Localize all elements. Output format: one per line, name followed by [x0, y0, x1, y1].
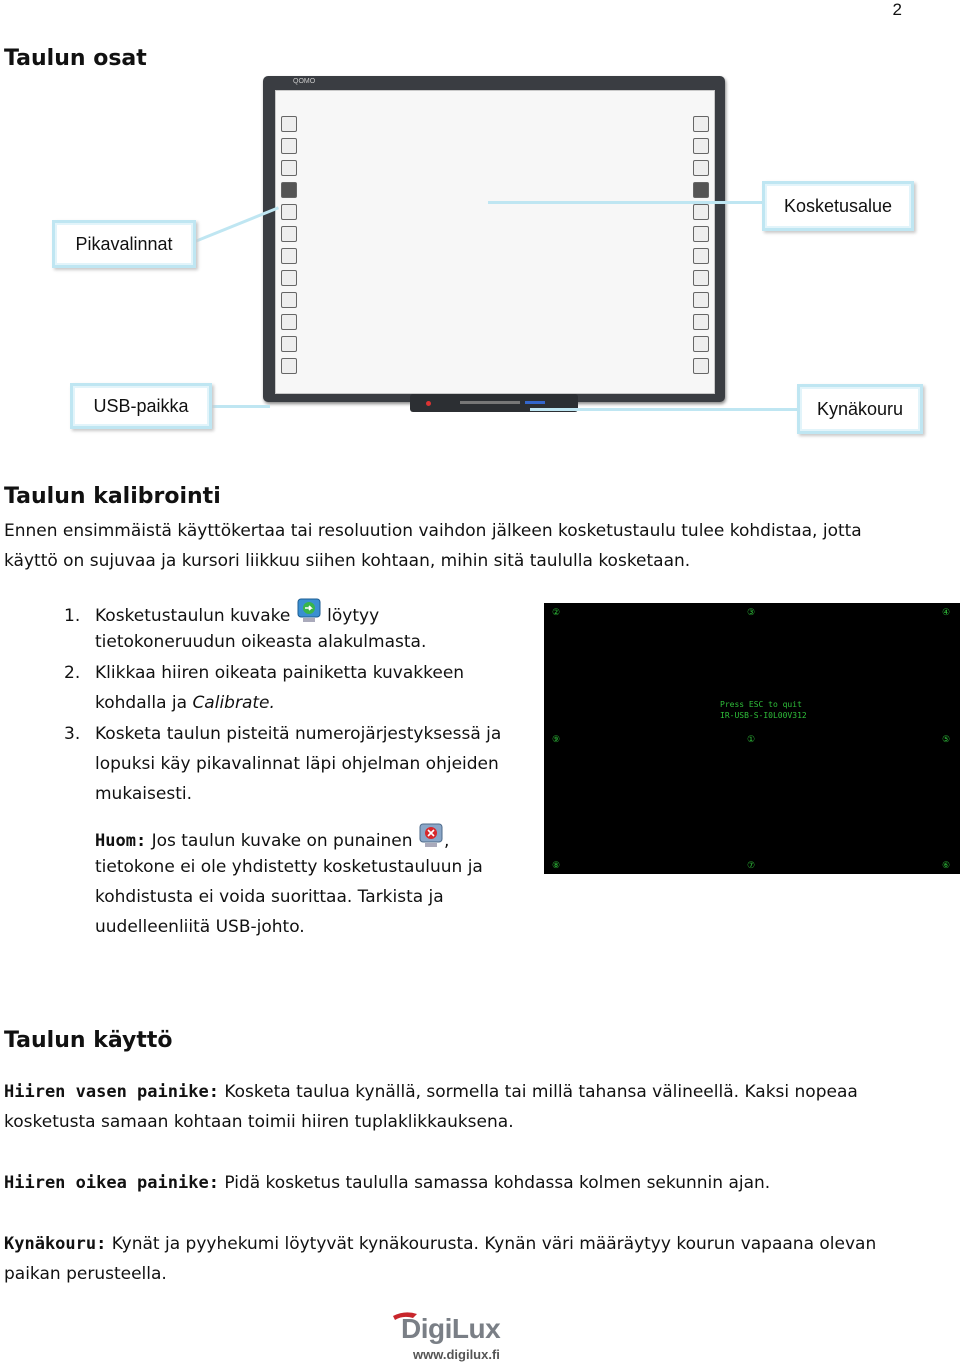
calibration-version-text: IR-USB-S-I0L00V312: [720, 711, 807, 720]
shortcut-icon: [281, 358, 297, 374]
shortcut-icon: [281, 292, 297, 308]
shortcut-icon: [281, 336, 297, 352]
calibration-step-3: [64, 719, 501, 749]
note-label: Huom:: [95, 831, 147, 851]
note-text: ,: [443, 831, 450, 851]
step-text: Klikkaa hiiren oikeata painiketta kuvakkeen: [95, 663, 465, 683]
section-title-calibration: Taulun kalibrointi: [4, 484, 221, 509]
callout-usb: USB-paikka: [70, 383, 212, 429]
calibration-point-4: ④: [942, 608, 951, 618]
shortcut-icon: [693, 226, 709, 242]
calibration-step-1: [64, 597, 379, 631]
usage-label: Hiiren oikea painike:: [4, 1173, 219, 1193]
usage-label: Kynäkouru:: [4, 1234, 107, 1254]
calibration-intro-line: Ennen ensimmäistä käyttökertaa tai resoluution vaihdon jälkeen kosketustaulu tulee kohdistaa, jotta: [4, 521, 862, 541]
step-text-line: [95, 688, 275, 718]
callout-pointer-line: [530, 408, 800, 411]
calibration-point-2: ②: [552, 608, 561, 618]
shortcut-icon: [693, 336, 709, 352]
step-text: löytyy: [327, 606, 380, 626]
usage-text: kosketusta samaan kohtaan toimii hiiren tuplaklikkauksena.: [4, 1112, 514, 1132]
shortcut-icon: [281, 138, 297, 154]
usage-right-click: [4, 1168, 904, 1198]
callout-pointer-line: [488, 201, 763, 204]
callout-pointer-line: [212, 405, 270, 408]
note-text: uudelleenliitä USB-johto.: [95, 917, 305, 937]
shortcut-icon: [281, 160, 297, 176]
calibration-esc-text: Press ESC to quit: [720, 700, 802, 709]
note-text: kohdistusta ei voida suorittaa. Tarkista ja: [95, 887, 444, 907]
section-title-usage: Taulun käyttö: [4, 1028, 173, 1053]
callout-kosketusalue: Kosketusalue: [762, 181, 914, 231]
usage-left-click: [4, 1077, 904, 1107]
calibration-point-5: ⑤: [942, 735, 951, 745]
calibration-point-6: ⑥: [942, 861, 951, 871]
step-text: Kosketustaulun kuvake: [95, 606, 291, 626]
touchboard-tray-icon: [296, 597, 322, 625]
calibrate-menu-item: Calibrate.: [192, 693, 275, 713]
note-text: tietokone ei ole yhdistetty kosketustauluun ja: [95, 857, 483, 877]
step-text: kohdalla ja: [95, 693, 188, 713]
calibration-point-7: ⑦: [747, 861, 756, 871]
section-title-parts: Taulun osat: [4, 46, 147, 71]
pen-icon: [460, 401, 520, 404]
whiteboard-brand: QOMO: [293, 78, 316, 85]
calibration-point-8: ⑧: [552, 861, 561, 871]
calibration-intro-line: käyttö on sujuvaa ja kursori liikkuu siihen kohtaan, mihin sitä taululla kosketaan.: [4, 551, 691, 571]
calibration-point-9: ⑨: [552, 735, 561, 745]
step-text: Kosketa taulun pisteitä numerojärjestyksessä ja: [95, 724, 502, 744]
step-number: 3.: [64, 724, 81, 744]
digilux-logo: [391, 1308, 521, 1364]
usage-text: paikan perusteella.: [4, 1264, 167, 1284]
tray-led-icon: [426, 401, 431, 406]
usage-text: Kynät ja pyyhekumi löytyvät kynäkourusta. Kynän väri määräytyy kourun vapaana olevan: [111, 1234, 877, 1254]
step-text: mukaisesti.: [95, 784, 192, 804]
shortcut-icon: [693, 314, 709, 330]
usage-text: Kosketa taulua kynällä, sormella tai millä tahansa välineellä. Kaksi nopeaa: [224, 1082, 858, 1102]
step-text: tietokoneruudun oikeasta alakulmasta.: [95, 632, 427, 652]
page-number: 2: [892, 0, 902, 19]
shortcut-icon: [693, 116, 709, 132]
usage-text: Pidä kosketus taululla samassa kohdassa kolmen sekunnin ajan.: [224, 1173, 771, 1193]
shortcut-icon: [693, 160, 709, 176]
step-number: 1.: [64, 606, 81, 626]
note-text: Jos taulun kuvake on punainen: [151, 831, 413, 851]
shortcut-icon: [693, 182, 709, 198]
touchboard-disconnected-icon: [418, 822, 444, 850]
shortcut-icon: [281, 182, 297, 198]
calibration-screen-image: [544, 603, 960, 874]
shortcut-icon: [693, 292, 709, 308]
shortcut-icon: [281, 116, 297, 132]
whiteboard-touch-surface: [275, 90, 715, 394]
svg-text:DigiLux: DigiLux: [401, 1313, 501, 1344]
calibration-step-2: [64, 658, 464, 688]
shortcut-icon: [281, 204, 297, 220]
usage-label: Hiiren vasen painike:: [4, 1082, 219, 1102]
shortcut-icon: [281, 314, 297, 330]
calibration-point-3: ③: [747, 608, 756, 618]
usage-pen-tray: [4, 1229, 904, 1259]
calibration-point-1: ①: [747, 735, 756, 745]
shortcut-icon: [693, 358, 709, 374]
step-number: 2.: [64, 663, 81, 683]
shortcut-icon: [693, 138, 709, 154]
shortcut-icon: [693, 270, 709, 286]
callout-kynakouru: Kynäkouru: [797, 384, 923, 434]
whiteboard-image: [263, 76, 725, 402]
callout-pikavalinnat: Pikavalinnat: [52, 220, 196, 268]
pen-icon: [525, 401, 545, 404]
note-line: [95, 822, 449, 856]
shortcut-icon: [693, 248, 709, 264]
shortcut-icon: [693, 204, 709, 220]
step-text: lopuksi käy pikavalinnat läpi ohjelman ohjeiden: [95, 754, 499, 774]
shortcut-icon: [281, 248, 297, 264]
shortcut-icon: [281, 270, 297, 286]
shortcut-icon: [281, 226, 297, 242]
svg-text:www.digilux.fi: www.digilux.fi: [413, 1347, 500, 1362]
